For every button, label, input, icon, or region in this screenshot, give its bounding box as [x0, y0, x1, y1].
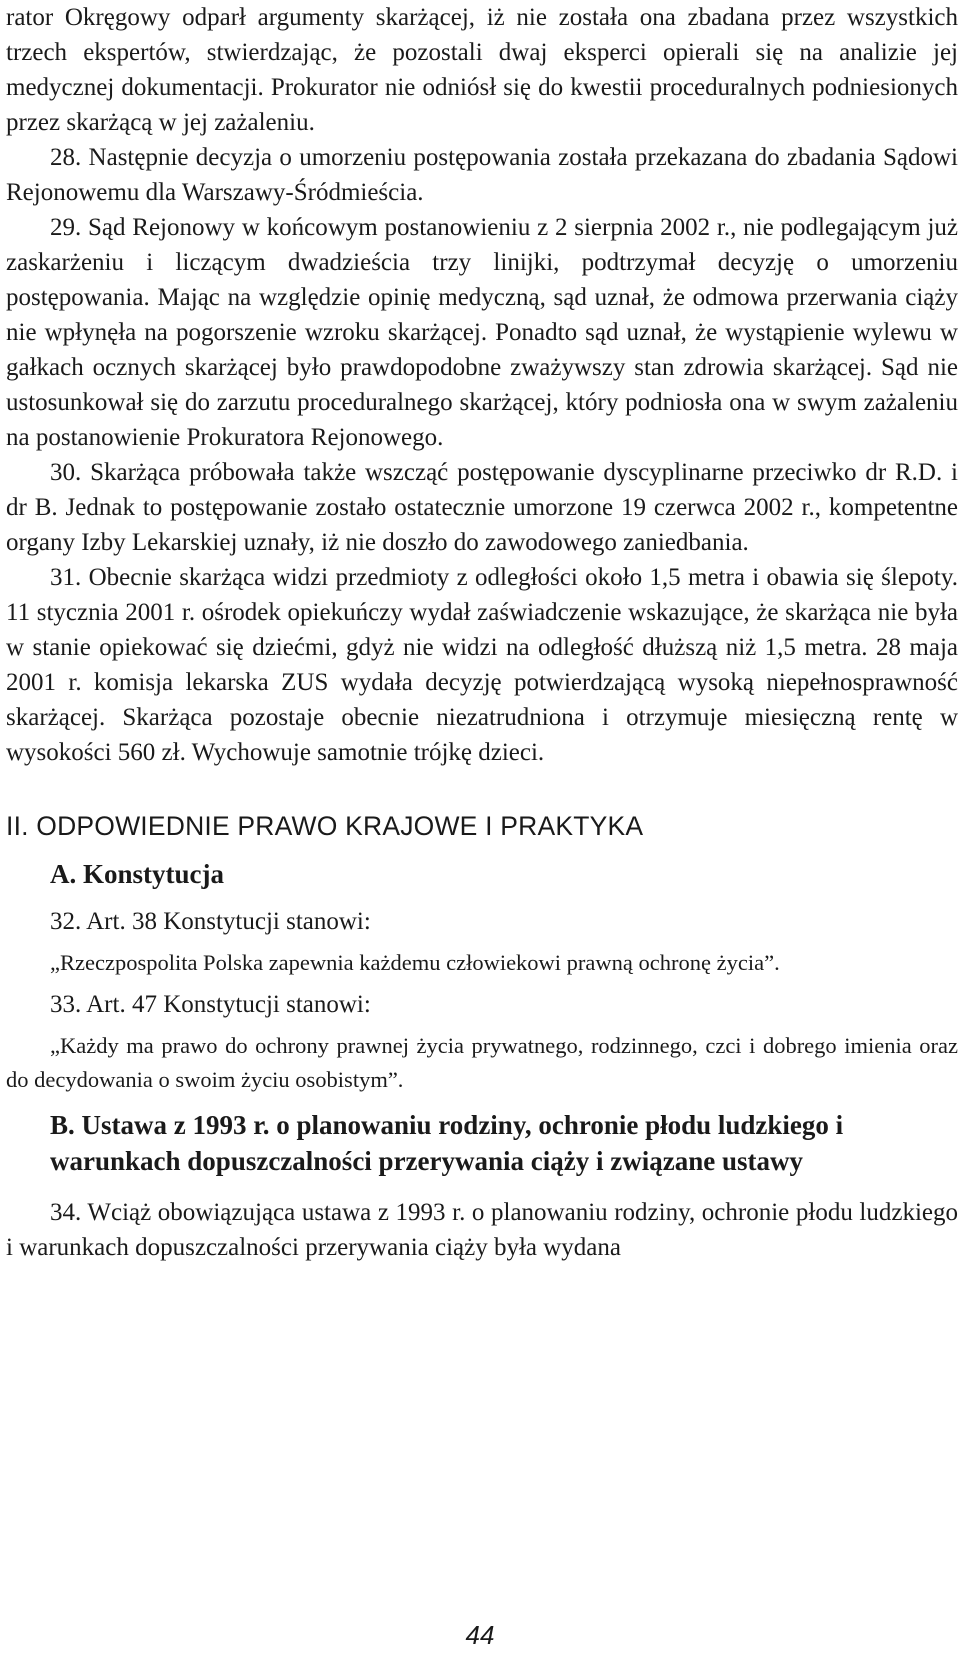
subsection-heading-b: B. Ustawa z 1993 r. o planowaniu rodziny, ochronie płodu ludzkiego i warunkach dopuszczalności przerywania ciąży i związane ustawy: [50, 1110, 844, 1176]
subsection-heading-a: A. Konstytucja: [50, 859, 224, 889]
page-number: 44: [465, 1620, 495, 1650]
paragraph-30: 30. Skarżąca próbowała także wszcząć postępowanie dyscyplinarne przeciwko dr R.D. i dr B. Jednak to postępowanie zostało ostatecznie umorzone 19 czerwca 2002 r., kompetentne organy Izby Lekarskiej uznały, iż nie doszło do zawodowego zaniedbania.: [6, 459, 958, 556]
document-page: [6, 0, 958, 1265]
quote-article-47: „Każdy ma prawo do ochrony prawnej życia prywatnego, rodzinnego, czci i dobrego imienia oraz do decydowania o swoim życiu osobistym”.: [6, 1033, 958, 1092]
section-heading: II. ODPOWIEDNIE PRAWO KRAJOWE I PRAKTYKA: [6, 811, 644, 841]
paragraph-31: 31. Obecnie skarżąca widzi przedmioty z odległości około 1,5 metra i obawia się ślepoty. 11 stycznia 2001 r. ośrodek opiekuńczy wydał zaświadczenie wskazujące, że skarżąca nie była w stanie opiekować się dziećmi, gdyż nie widzi na odległość dłuższą niż 1,5 metra. 28 maja 2001 r. komisja lekarska ZUS wydała decyzję potwierdzającą wysoką niepełnosprawność skarżącej. Skarżąca pozostaje obecnie niezatrudniona i otrzymuje miesięczną rentę w wysokości 560 zł. Wychowuje samotnie trójkę dzieci.: [6, 564, 958, 766]
paragraph-34: 34. Wciąż obowiązująca ustawa z 1993 r. o planowaniu rodziny, ochronie płodu ludzkiego i warunkach dopuszczalności przerywania ciąży była wydana: [6, 1199, 958, 1261]
paragraph-continuation: rator Okręgowy odparł argumenty skarżącej, iż nie została ona zbadana przez wszystkich trzech ekspertów, stwierdzając, że pozostali dwaj eksperci opierali się na analizie jej medycznej dokumentacji. Prokurator nie odniósł się do kwestii proceduralnych podniesionych przez skarżącą w jej zażaleniu.: [6, 4, 958, 136]
paragraph-32: 32. Art. 38 Konstytucji stanowi:: [50, 908, 371, 935]
quote-article-38: „Rzeczpospolita Polska zapewnia każdemu człowiekowi prawną ochronę życia”.: [50, 950, 780, 975]
paragraph-28: 28. Następnie decyzja o umorzeniu postępowania została przekazana do zbadania Sądowi Rejonowemu dla Warszawy-Śródmieścia.: [6, 144, 958, 206]
paragraph-29: 29. Sąd Rejonowy w końcowym postanowieniu z 2 sierpnia 2002 r., nie podlegającym już zaskarżeniu i liczącym dwadzieścia trzy linijki, podtrzymał decyzję o umorzeniu postępowania. Mając na względzie opinię medyczną, sąd uznał, że odmowa przerwania ciąży nie wpłynęła na pogorszenie wzroku skarżącej. Ponadto sąd uznał, że wystąpienie wylewu w gałkach ocznych skarżącej było prawdopodobne zważywszy stan zdrowia skarżącej. Sąd nie ustosunkował się do zarzutu proceduralnego skarżącej, który podniosła ona w swym zażaleniu na postanowienie Prokuratora Rejonowego.: [6, 214, 958, 451]
paragraph-33: 33. Art. 47 Konstytucji stanowi:: [50, 991, 371, 1018]
